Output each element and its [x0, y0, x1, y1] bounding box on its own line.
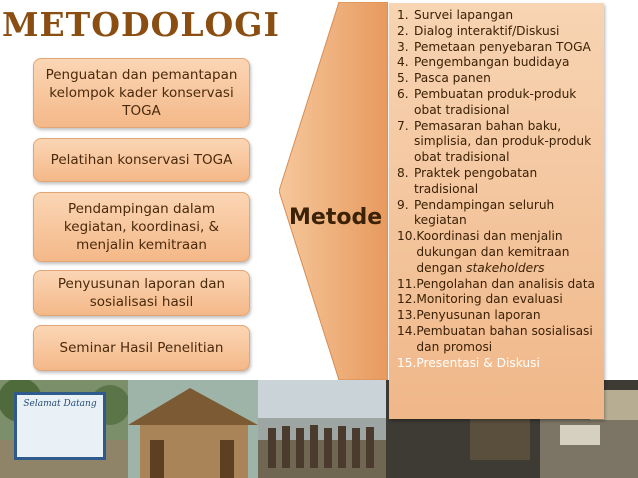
list-item: 7. Pemasaran bahan baku, simplisia, dan produk-produk obat tradisional: [397, 118, 592, 165]
list-item: 15. Presentasi & Diskusi: [397, 355, 540, 370]
list-item: 10. Koordinasi dan menjalin dukungan dan kemitraan dengan stakeholders: [397, 229, 570, 275]
list-item: 1. Survei lapangan: [397, 8, 514, 22]
list-item: 9. Pendampingan seluruh kegiatan: [397, 197, 555, 228]
list-item: 12. Monitoring dan evaluasi: [397, 292, 563, 307]
welcome-sign: [14, 392, 106, 460]
left-box-5: Seminar Hasil Penelitian: [33, 325, 250, 371]
left-box-3: Pendampingan dalam kegiatan, koordinasi, & menjalin kemitraan: [33, 192, 250, 262]
sign-text: Selamat Datang: [23, 399, 97, 409]
list-item: 8. Praktek pengobatan tradisional: [397, 165, 538, 196]
center-label: Metode: [289, 205, 383, 230]
list-item: 5. Pasca panen: [397, 71, 491, 86]
list-item: 6. Pembuatan produk-produk obat tradisional: [397, 86, 577, 117]
left-box-1: Penguatan dan pemantapan kelompok kader konservasi TOGA: [33, 58, 250, 128]
list-item: 4. Pengembangan budidaya: [397, 55, 570, 70]
left-box-4: Penyusunan laporan dan sosialisasi hasil: [33, 270, 250, 316]
list-item: 3. Pemetaan penyebaran TOGA: [397, 39, 591, 54]
left-box-2: Pelatihan konservasi TOGA: [33, 138, 250, 182]
list-item: 13. Penyusunan laporan: [397, 308, 541, 323]
list-item: 14. Pembuatan bahan sosialisasi dan promosi: [397, 323, 593, 354]
list-item: 11. Pengolahan dan analisis data: [397, 276, 596, 291]
left-arrow-shape: [279, 2, 388, 380]
slide-title: METODOLOGI: [2, 5, 280, 44]
list-item: 2. Dialog interaktif/Diskusi: [397, 23, 560, 38]
methods-list: [397, 8, 605, 371]
